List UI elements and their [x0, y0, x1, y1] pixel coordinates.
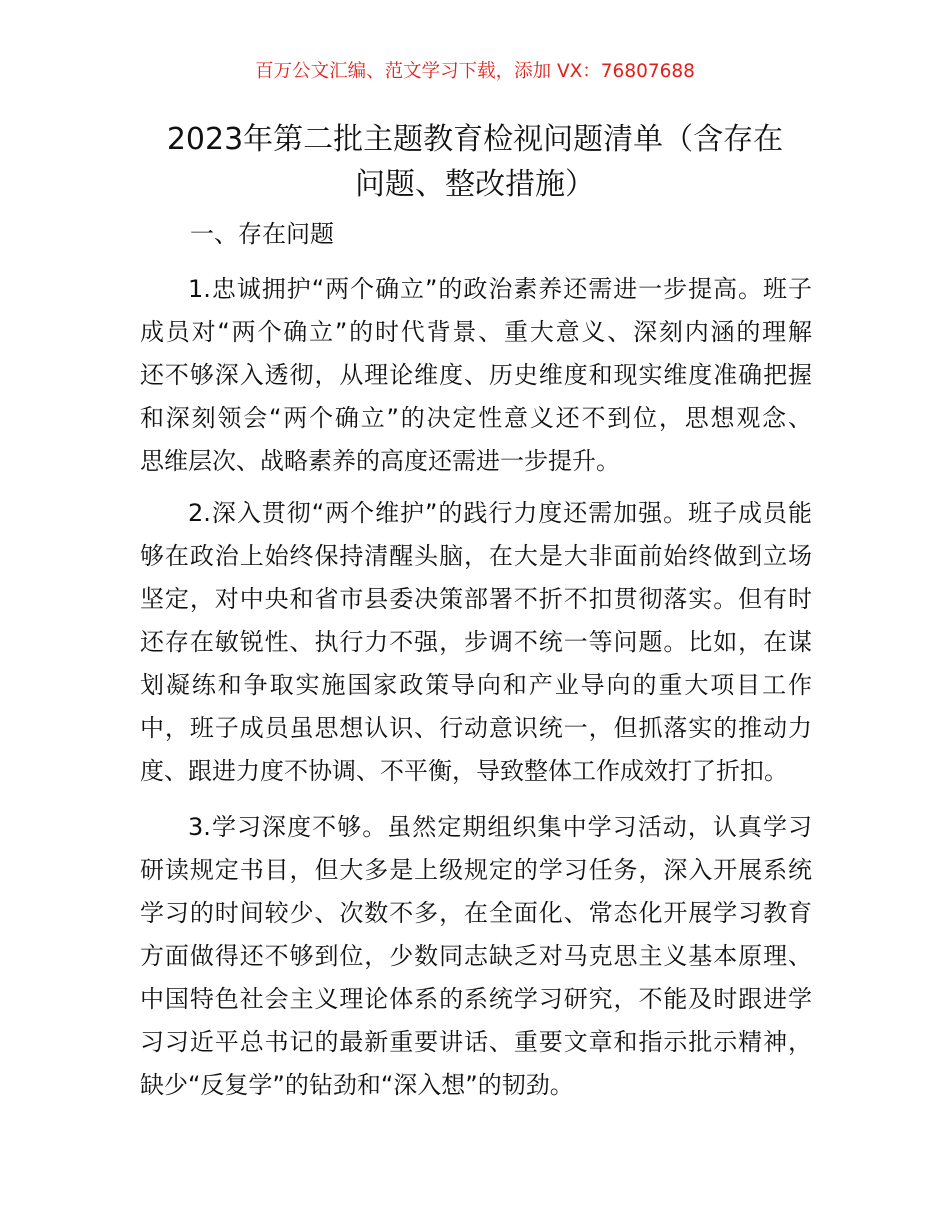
paragraph-line: 划凝练和争取实施国家政策导向和产业导向的重大项目工作	[140, 671, 812, 699]
paragraph-line: 思维层次、战略素养的高度还需进一步提升。	[140, 447, 620, 475]
paragraph-line: 研读规定书目，但大多是上级规定的学习任务，深入开展系统	[140, 856, 812, 884]
paragraph-line: 学习的时间较少、次数不多，在全面化、常态化开展学习教育	[140, 899, 812, 927]
paragraph-line: 习习近平总书记的最新重要讲话、重要文章和指示批示精神，	[140, 1028, 812, 1056]
paragraph-line: 度、跟进力度不协调、不平衡，导致整体工作成效打了折扣。	[140, 757, 788, 785]
paragraph-line: 还不够深入透彻，从理论维度、历史维度和现实维度准确把握	[140, 361, 812, 389]
document-title-line-2: 问题、整改措施）	[355, 167, 595, 202]
paragraph-line: 3.学习深度不够。虽然定期组织集中学习活动，认真学习	[188, 813, 812, 841]
paragraph-line: 中，班子成员虽思想认识、行动意识统一，但抓落实的推动力	[140, 714, 812, 742]
section-heading: 一、存在问题	[190, 220, 334, 248]
paragraph-line: 够在政治上始终保持清醒头脑，在大是大非面前始终做到立场	[140, 542, 812, 570]
paragraph-line: 和深刻领会“两个确立”的决定性意义还不到位，思想观念、	[140, 404, 812, 432]
paragraph-line: 坚定，对中央和省市县委决策部署不折不扣贯彻落实。但有时	[140, 585, 812, 613]
paragraph-line: 成员对“两个确立”的时代背景、重大意义、深刻内涵的理解	[140, 318, 812, 346]
paragraph-1	[140, 268, 812, 483]
paragraph-line: 2.深入贯彻“两个维护”的践行力度还需加强。班子成员能	[188, 499, 812, 527]
paragraph-2	[140, 492, 812, 793]
document-title-line-1: 2023年第二批主题教育检视问题清单（含存在	[166, 122, 784, 157]
watermark-header: 百万公文汇编、范文学习下载，添加 VX：76807688	[255, 61, 695, 82]
paragraph-line: 方面做得还不够到位，少数同志缺乏对马克思主义基本原理、	[140, 942, 812, 970]
paragraph-line: 缺少“反复学”的钻劲和“深入想”的韧劲。	[140, 1071, 574, 1099]
paragraph-3	[140, 806, 812, 1107]
paragraph-line: 中国特色社会主义理论体系的系统学习研究，不能及时跟进学	[140, 985, 812, 1013]
paragraph-line: 还存在敏锐性、执行力不强，步调不统一等问题。比如，在谋	[140, 628, 812, 656]
paragraph-line: 1.忠诚拥护“两个确立”的政治素养还需进一步提高。班子	[188, 275, 812, 303]
